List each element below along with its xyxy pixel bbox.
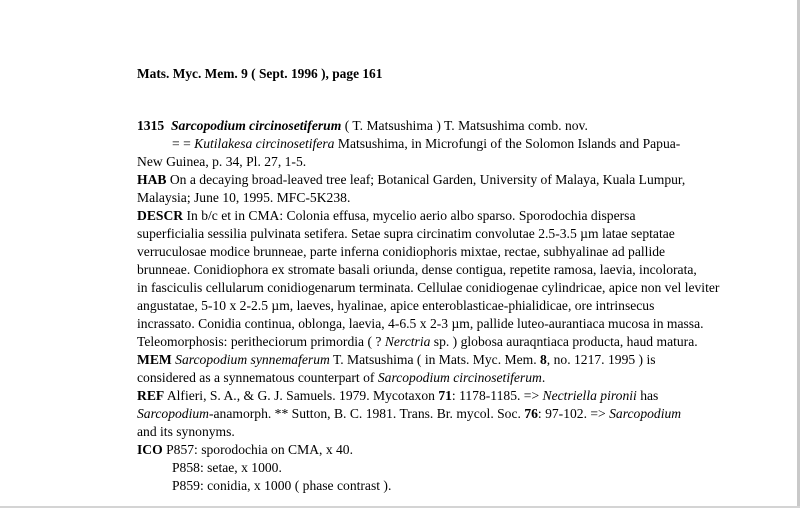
ref-line-2: Sarcopodium-anamorph. ** Sutton, B. C. 1981. Trans. Br. mycol. Soc. 76: 97-102. => Sarcopodium — [137, 406, 682, 421]
species-name: Sarcopodium circinosetiferum — [170, 118, 342, 133]
descr-text-line: in fasciculis cellularum conidiogenarum terminata. Cellulae conidiogenae cylindricae, apice non vel leviter — [137, 280, 720, 295]
species-author: ( T. Matsushima ) T. Matsushima comb. nov. — [341, 118, 588, 133]
ico-item: P858: setae, x 1000. — [172, 460, 282, 475]
synonym-line-2: New Guinea, p. 34, Pl. 27, 1-5. — [137, 154, 307, 169]
descr-text-line: superficialia sessilia pulvinata setifera. Setae supra circinatim convolutae 2.5-3.5 µm latae septatae — [137, 226, 675, 241]
descr-text-line: verruculosae modice brunneae, parte inferna conidiophoris mixtae, rectae, subhyalinae ad pallide — [137, 244, 666, 259]
synonym-line: = = Kutilakesa circinosetifera Matsushima, in Microfungi of the Solomon Islands and Papua- — [172, 136, 681, 151]
hab-label: HAB — [137, 172, 167, 187]
page-header: Mats. Myc. Mem. 9 ( Sept. 1996 ), page 161 — [137, 66, 383, 81]
ref-label: REF — [137, 388, 165, 403]
ico-line: ICO P857: sporodochia on CMA, x 40. — [137, 442, 353, 457]
teleomorph-line: Teleomorphosis: peritheciorum primordia ( ? Nerctria sp. ) globosa auraqntiaca producta, haud matura. — [137, 334, 698, 349]
ico-label: ICO — [137, 442, 163, 457]
descr-label: DESCR — [137, 208, 184, 223]
descr-text-line: incrassato. Conidia continua, oblonga, laevia, 4-6.5 x 2-3 µm, pallide luteo-aurantiaca mucosa in massa. — [137, 316, 704, 331]
hab-line: HAB On a decaying broad-leaved tree leaf; Botanical Garden, University of Malaya, Kuala Lumpur, — [137, 172, 686, 187]
entry-number: 1315 — [137, 118, 165, 133]
mem-line: MEM Sarcopodium synnemaferum T. Matsushima ( in Mats. Myc. Mem. 8, no. 1217. 1995 ) is — [137, 352, 656, 367]
mem-label: MEM — [137, 352, 172, 367]
descr-line: DESCR In b/c et in CMA: Colonia effusa, mycelio aerio albo sparso. Sporodochia dispersa — [137, 208, 636, 223]
ref-line-3: and its synonyms. — [137, 424, 235, 439]
ico-item: P859: conidia, x 1000 ( phase contrast ). — [172, 478, 392, 493]
ref-line: REF Alfieri, S. A., & G. J. Samuels. 1979. Mycotaxon 71: 1178-1185. => Nectriella pironii has — [137, 388, 659, 403]
hab-line-2: Malaysia; June 10, 1995. MFC-5K238. — [137, 190, 351, 205]
synonym-name: Kutilakesa circinosetifera — [194, 136, 335, 151]
entry-title-line — [137, 117, 588, 135]
descr-text-line: angustatae, 5-10 x 2-2.5 µm, laeves, hyalinae, apice enteroblasticae-phialidicae, ore intrinsecus — [137, 298, 655, 313]
mem-line-2: considered as a synnematous counterpart of Sarcopodium circinosetiferum. — [137, 370, 546, 385]
descr-text-line: brunneae. Conidiophora ex stromate basali oriunda, dense contigua, repetite ramosa, laevia, incolorata, — [137, 262, 697, 277]
